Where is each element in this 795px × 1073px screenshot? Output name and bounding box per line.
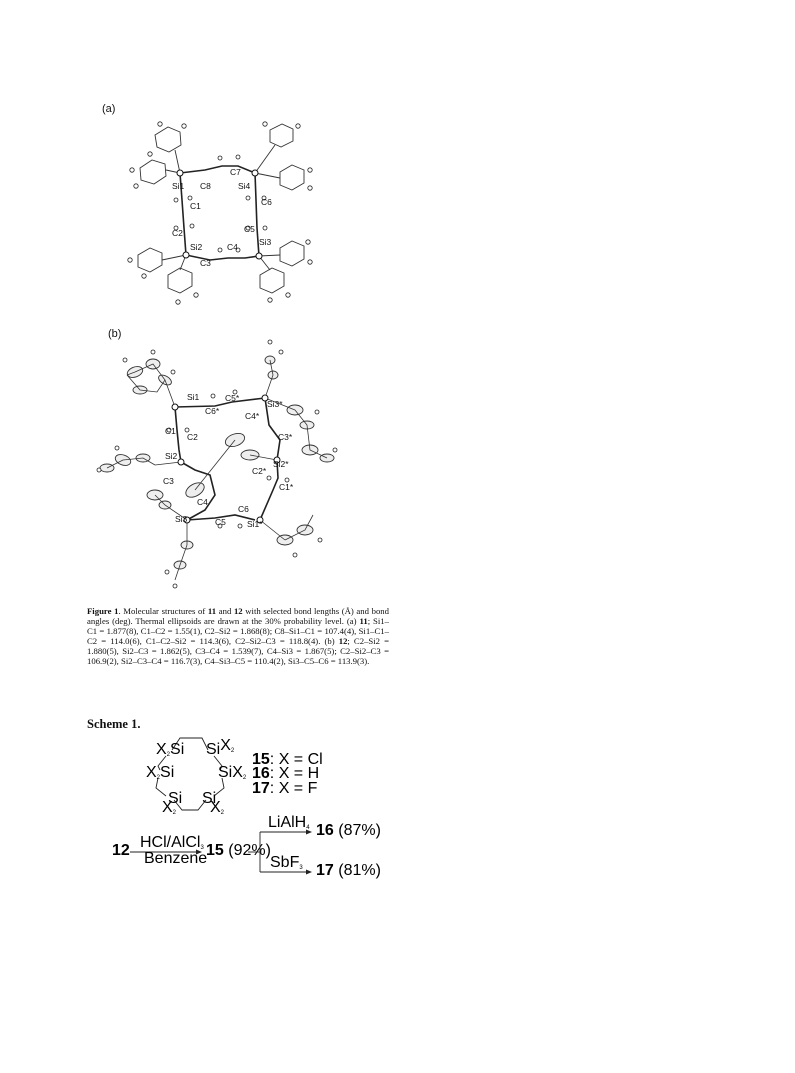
structure-11-ortep [120,110,320,325]
structure-12-ortep [95,330,345,590]
reaction-scheme [112,814,381,879]
atom-label-c8-a: C8 [200,181,211,191]
branch-arrow-bottom-head [306,870,312,875]
atom-label-c2-b: C2 [187,432,198,442]
atom-label-c6s-b: C6* [205,406,220,416]
ring-si-bottom-right: Si [202,790,217,807]
caption-compound-12-ref: 12 [338,636,348,647]
legend-15: 15: X = Cl [252,751,323,768]
caption-label: Figure 1 [87,606,119,616]
reagent-hcl-alcl3: HCl/AlCl3 [140,834,204,851]
atom-label-si3-b: Si3 [175,514,188,524]
atom-label-si2-b: Si2 [165,451,178,461]
caption-text-3: with selected bond lengths (Å) and bond angles (deg). Thermal ellipsoids are drawn at the 30% probability level. (a) [87,606,389,627]
atom-label-c1-b: C1 [165,426,176,436]
ring-x2-bottom-left: X2 [162,799,177,816]
atom-label-c3-b: C3 [163,476,174,486]
atom-label-c1-a: C1 [190,201,201,211]
reaction-start-12: 12 [112,842,130,859]
ring-six2-right: SiX2 [218,764,247,781]
atom-label-c1s-b: C1* [279,482,294,492]
atom-label-c4-b: C4 [197,497,208,507]
product-16: 16 (87%) [316,822,381,839]
ring-x2si-top-left: X2Si [156,741,185,758]
scheme-title: Scheme 1. [87,717,141,731]
atom-label-c4-a: C4 [227,242,238,252]
atom-label-si4-a: Si4 [238,181,251,191]
atom-label-si1-a: Si1 [172,181,185,191]
ring-six2-top-right: SiX2 [206,737,235,758]
atom-label-si3-a: Si3 [259,237,272,247]
caption-text-5: ; C2–Si2 = 1.880(5), Si2–C3 = 1.862(5), C3–C4 = 1.539(7), C4–Si3 = 1.867(5); C2–Si2–C3 = 106.9(2), Si2–C3–C4 = 116.7(3), C4–Si3–C5 = 110.4(2), Si3–C5–C6 = 113.9(3). [87,636,390,667]
atom-label-c2s-b: C2* [252,466,267,476]
panel-b-label: (b) [108,328,122,340]
ring-x2-bottom-right: X2 [210,799,225,816]
atom-label-c5-b: C5 [215,517,226,527]
legend-17: 17: X = F [252,780,318,797]
reagent-benzene: Benzene [144,850,208,867]
ring-si-bottom-left: Si [168,790,183,807]
product-17: 17 (81%) [316,862,381,879]
atom-label-c4s-b: C4* [245,411,260,421]
atom-label-c6-b: C6 [238,504,249,514]
ring-x2si-left: X2Si [146,764,175,781]
atom-label-c6-a: C6 [261,197,272,207]
atom-label-c3-a: C3 [200,258,211,268]
legend-16: 16: X = H [252,765,320,782]
figure-caption [87,606,389,667]
hydrogen-atoms-a [128,122,312,304]
caption-text-1: . Molecular structures of [118,606,208,616]
compound-legend [252,751,323,797]
reagent-sbf3: SbF3 [270,854,303,871]
atom-label-c2-a: C2 [172,228,183,238]
caption-compound-11-ref: 11 [359,616,368,627]
atom-label-si3s-b: Si3* [267,399,283,409]
atom-label-c3s-b: C3* [278,432,293,442]
backbone-bonds-b [175,398,280,520]
atom-label-c5s-b: C5* [225,393,240,403]
macrocycle-labels [146,737,247,816]
caption-compound-12: 12 [233,606,243,616]
panel-a-label: (a) [102,103,116,115]
heavy-atoms-b [172,395,280,523]
atom-label-si1-b: Si1 [187,392,200,402]
phenyl-rings-a [138,124,304,293]
atom-label-si2s-b: Si2* [273,459,289,469]
caption-compound-11: 11 [207,606,217,616]
atom-label-c7-a: C7 [230,167,241,177]
atom-label-si2-a: Si2 [190,242,203,252]
intermediate-15: 15 (92%) [206,842,271,859]
caption-text-2: and [216,606,234,616]
atom-label-si1s-b: Si1* [247,519,263,529]
reagent-lialh4: LiAlH4 [268,814,310,831]
scheme-1-diagram [110,728,390,888]
atom-label-c5-a: C5 [244,224,255,234]
caption-text-4: ; Si1–C1 = 1.877(8), C1–C2 = 1.55(1), C2–Si2 = 1.868(8); C8–Si1–C1 = 107.4(4), Si1–C1–C2 = 114.0(6), C1–C2–Si2 = 114.3(6), C2–Si2–C3 = 118.8(4). (b) [87,616,389,647]
